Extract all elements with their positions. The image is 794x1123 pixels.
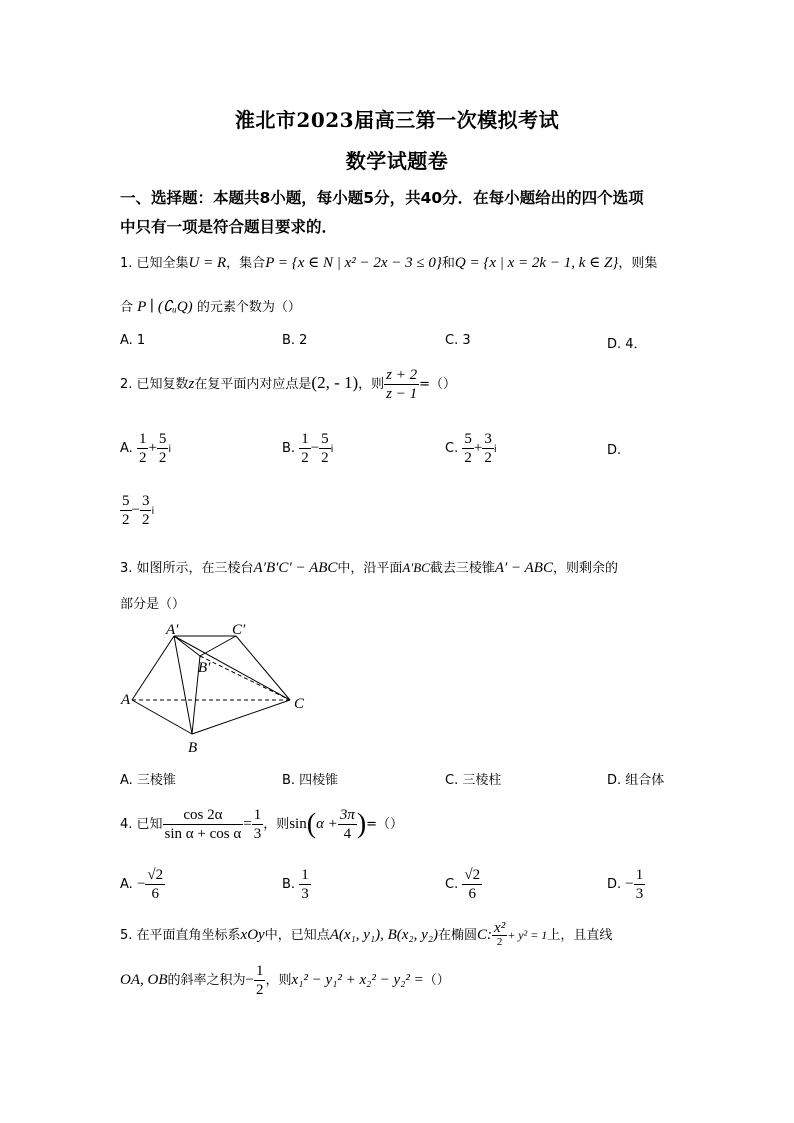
q2-option-d: $\frac{5}{2}$ − $\frac{3}{2}$ i (122, 493, 155, 528)
q3-option-b: B. 四棱锥 (282, 773, 339, 788)
universal-set: U = R (188, 255, 227, 271)
set-q: Q = {x | x = 2k − 1, k ∈ Z} (454, 255, 619, 271)
cut-plane: A′BC (402, 560, 430, 575)
label-b: B (188, 740, 198, 756)
hidden-edge-b1-c (200, 656, 290, 700)
set-p: P = {x ∈ N | x² − 2x − 3 ≤ 0} (265, 255, 442, 271)
q4-option-c: C. $\frac{√2}{6}$ (445, 867, 481, 902)
label-c1: C′ (232, 622, 246, 638)
section-heading-line1: 一、选择题：本题共8小题，每小题5分，共40分．在每小题给出的四个选项 (120, 189, 644, 207)
exam-title: 淮北市2023届高三第一次模拟考试 (234, 108, 560, 132)
question-4-stem: 4. 已知 $\frac{\cos 2\alpha}{\text{sin α + cos α}}$ = $\frac{1}{3}$ ，则sin(α + $\frac{3\pi}{4}$ )=（） (120, 807, 404, 842)
q4-given-fraction: $\frac{\cos 2\alpha}{\text{sin α + cos α}}$ (164, 807, 242, 842)
set-expression: P ∣ (∁ᵤQ) (137, 299, 193, 315)
frustum-name: A′B′C′ − ABC (253, 560, 338, 576)
label-b1: B′ (198, 660, 211, 676)
label-c: C (294, 696, 305, 712)
label-a: A (121, 692, 131, 708)
question-1-line1: 1. 已知全集U = R，集合P = {x ∈ N | x² − 2x − 3 ≤ 0}和Q = {x | x = 2k − 1, k ∈ Z}，则集 (120, 255, 658, 271)
q1-option-c: C. 3 (445, 333, 471, 348)
pyramid-name: A′ − ABC (494, 560, 553, 576)
q4-option-a: A. − $\frac{√2}{6}$ (120, 867, 164, 902)
edge-a1-b1 (174, 636, 200, 656)
question-3-line1: 3. 如图所示，在三棱台A′B′C′ − ABC中，沿平面A′BC截去三棱锥A′ − ABC，则剩余的 (120, 560, 618, 576)
q3-option-d: D. 组合体 (607, 773, 665, 788)
edge-b-c (192, 700, 290, 734)
question-2-stem: 2. 已知复数z在复平面内对应点是(2, - 1)，则 $\frac{z + 2}{z - 1}$ =（） (120, 367, 457, 402)
q2-option-c: C. $\frac{5}{2}$ + $\frac{3}{2}$ i (445, 431, 497, 466)
label-a1: A′ (166, 622, 179, 638)
q4-option-b: B. $\frac{1}{3}$ (282, 867, 309, 902)
q2-option-b: B. $\frac{1}{2}$ − $\frac{5}{2}$ i (282, 431, 334, 466)
question-5-line1: 5. 在平面直角坐标系xOy中，已知点A(x₁, y₁), B(x₂, y₂)在椭圆C: $\frac{\text{x²}}{2}$ + y² = 1上，且直线 (120, 920, 613, 948)
question-5-line2: OA, OB的斜率之积为− $\frac{1}{2}$ ，则x₁² − y₁² + x₂² − y₂² =（） (120, 963, 450, 998)
points-ab: A(x₁, y₁), B(x₂, y₂) (329, 927, 439, 943)
q3-option-c: C. 三棱柱 (445, 773, 502, 788)
edge-a1-c (174, 636, 290, 700)
q4-option-d: D. − $\frac{1}{3}$ (607, 867, 644, 902)
edge-c-c1 (236, 636, 290, 700)
question-3-line2: 部分是（） (120, 597, 186, 612)
question-1-line2: 合 P ∣ (∁ᵤQ) 的元素个数为（） (120, 299, 301, 315)
edge-a-a1 (132, 636, 174, 700)
q5-expression: x₁² − y₁² + x₂² − y₂² = (291, 972, 424, 988)
edge-a1-b (174, 636, 192, 734)
edge-a-b (132, 700, 192, 734)
section-heading-line2: 中只有一项是符合题目要求的． (120, 218, 338, 236)
exam-subtitle: 数学试题卷 (345, 149, 449, 173)
q2-option-a: A. $\frac{1}{2}$ + $\frac{5}{2}$ i (120, 431, 172, 466)
complex-point: (2, - 1) (311, 373, 359, 392)
q2-fraction: $\frac{z + 2}{z - 1}$ (386, 367, 418, 402)
q1-option-d: D. 4． (607, 337, 647, 352)
q1-option-b: B. 2 (282, 333, 308, 348)
q1-option-a: A. 1 (120, 333, 146, 348)
frustum-figure (118, 618, 318, 758)
q3-option-a: A. 三棱锥 (120, 773, 176, 788)
q2-option-d-label: D. (607, 443, 622, 458)
